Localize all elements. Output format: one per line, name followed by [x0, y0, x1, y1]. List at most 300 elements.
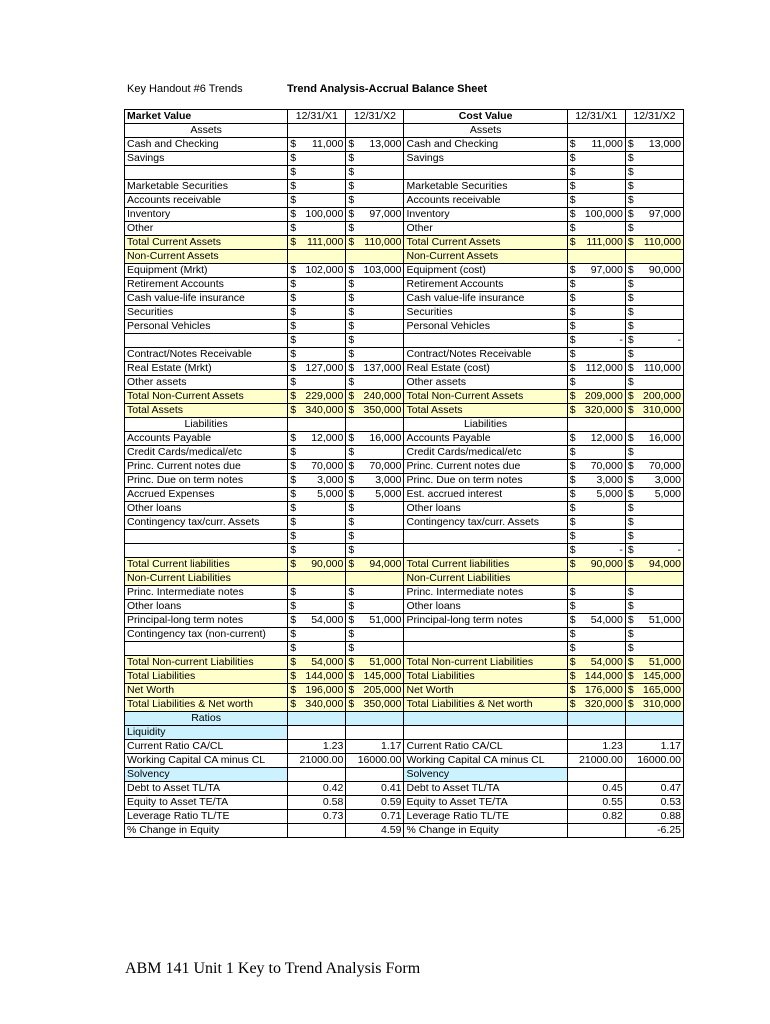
line-label: Contract/Notes Receivable: [404, 348, 567, 362]
amount-value: 320,000: [584, 404, 623, 416]
amount-value: 144,000: [584, 670, 623, 682]
amount-value: 111,000: [586, 236, 623, 248]
cost-x2-amount: [625, 138, 683, 152]
cost-date-1-header: 12/31/X1: [567, 110, 625, 124]
blank-cell: [404, 726, 567, 740]
dollar-sign: $: [348, 656, 355, 668]
market-x1-amount: [288, 474, 346, 488]
ratios-title: Ratios: [125, 712, 288, 726]
ratio-label: Debt to Asset TL/TA: [404, 782, 567, 796]
amount-value: 16,000: [369, 432, 402, 444]
line-label: [404, 530, 567, 544]
dollar-sign: $: [627, 236, 634, 248]
ratio-label: % Change in Equity: [404, 824, 567, 838]
table-row: [125, 656, 684, 670]
dollar-sign: $: [627, 334, 634, 346]
dollar-sign: $: [290, 236, 297, 248]
amount-value: 16,000: [648, 432, 681, 444]
dollar-sign: $: [627, 180, 634, 192]
blank-cell: [288, 726, 346, 740]
dollar-sign: $: [569, 446, 576, 458]
cost-x2-amount: [625, 558, 683, 572]
cost-x1-amount: [567, 278, 625, 292]
dollar-sign: $: [627, 446, 634, 458]
dollar-sign: $: [569, 376, 576, 388]
cost-x2-amount: [625, 516, 683, 530]
amount-value: 3,000: [317, 474, 344, 486]
dollar-sign: $: [348, 628, 355, 640]
ratio-value: 0.73: [288, 810, 346, 824]
section-label: Non-Current Liabilities: [404, 572, 567, 586]
cost-x1-amount: [567, 180, 625, 194]
dollar-sign: $: [348, 530, 355, 542]
line-label: Savings: [404, 152, 567, 166]
table-row: [125, 334, 684, 348]
market-x1-amount: [288, 152, 346, 166]
cost-x2-amount: [625, 376, 683, 390]
dollar-sign: $: [627, 586, 634, 598]
cost-x1-amount: [567, 208, 625, 222]
table-row: [125, 250, 684, 264]
table-row: [125, 810, 684, 824]
dollar-sign: $: [627, 222, 634, 234]
cost-x1-amount: [567, 628, 625, 642]
dollar-sign: $: [290, 684, 297, 696]
amount-value: 3,000: [596, 474, 623, 486]
dollar-sign: $: [290, 628, 297, 640]
total-label: Total Non-Current Assets: [125, 390, 288, 404]
amount-value: 12,000: [311, 432, 344, 444]
amount-value: 111,000: [306, 236, 344, 248]
table-row: [125, 222, 684, 236]
table-row: [125, 796, 684, 810]
table-row: [125, 446, 684, 460]
balance-sheet-table: [124, 109, 684, 838]
ratio-value: 0.47: [625, 782, 683, 796]
blank-cell: [567, 572, 625, 586]
cost-x1-amount: [567, 334, 625, 348]
dollar-sign: $: [290, 600, 297, 612]
dollar-sign: $: [348, 670, 355, 682]
market-x1-amount: [288, 432, 346, 446]
table-row: [125, 348, 684, 362]
table-row: [125, 180, 684, 194]
amount-value: 5,000: [596, 488, 623, 500]
cost-x2-amount: [625, 488, 683, 502]
amount-value: 196,000: [305, 684, 344, 696]
market-x2-amount: [346, 474, 404, 488]
line-label: [404, 166, 567, 180]
line-label: Accounts receivable: [125, 194, 288, 208]
ratio-value: [288, 768, 346, 782]
dollar-sign: $: [348, 292, 355, 304]
ratio-label: Working Capital CA minus CL: [125, 754, 288, 768]
cost-x1-amount: [567, 684, 625, 698]
table-row: [125, 166, 684, 180]
blank-cell: [625, 250, 683, 264]
dollar-sign: $: [569, 390, 576, 402]
amount-value: 3,000: [375, 474, 402, 486]
amount-value: 5,000: [375, 488, 402, 500]
amount-value: 51,000: [369, 614, 402, 626]
market-x1-amount: [288, 390, 346, 404]
amount-value: 320,000: [584, 698, 623, 710]
market-x2-amount: [346, 208, 404, 222]
line-label: Princ. Current notes due: [404, 460, 567, 474]
market-x2-amount: [346, 222, 404, 236]
table-row: [125, 320, 684, 334]
table-row: [125, 642, 684, 656]
dollar-sign: $: [627, 488, 634, 500]
ratio-value: 0.53: [625, 796, 683, 810]
market-x2-amount: [346, 152, 404, 166]
market-x1-amount: [288, 614, 346, 628]
line-label: Cash and Checking: [404, 138, 567, 152]
cost-x1-amount: [567, 516, 625, 530]
cost-date-2-header: 12/31/X2: [625, 110, 683, 124]
market-x2-amount: [346, 348, 404, 362]
amount-value: 350,000: [363, 404, 402, 416]
cost-x1-amount: [567, 166, 625, 180]
ratio-label: Current Ratio CA/CL: [404, 740, 567, 754]
dollar-sign: $: [569, 404, 576, 416]
dollar-sign: $: [348, 180, 355, 192]
dollar-sign: $: [348, 138, 355, 150]
table-row: [125, 362, 684, 376]
table-row: [125, 278, 684, 292]
line-label: [125, 530, 288, 544]
line-label: [125, 166, 288, 180]
amount-value: 54,000: [590, 656, 623, 668]
total-label: Total Liabilities & Net worth: [404, 698, 567, 712]
line-label: Other: [404, 222, 567, 236]
market-x2-amount: [346, 488, 404, 502]
ratio-label: Equity to Asset TE/TA: [404, 796, 567, 810]
amount-value: 144,000: [305, 670, 344, 682]
dollar-sign: $: [348, 642, 355, 654]
ratio-value: 1.23: [567, 740, 625, 754]
cost-x2-amount: [625, 292, 683, 306]
line-label: Real Estate (Mrkt): [125, 362, 288, 376]
amount-value: 70,000: [369, 460, 402, 472]
line-label: Personal Vehicles: [125, 320, 288, 334]
cost-x2-amount: [625, 180, 683, 194]
dollar-sign: $: [569, 488, 576, 500]
amount-value: 54,000: [311, 656, 344, 668]
cost-x1-amount: [567, 432, 625, 446]
ratio-value: 0.41: [346, 782, 404, 796]
amount-value: 11,000: [591, 138, 623, 150]
line-label: Cash value-life insurance: [404, 292, 567, 306]
dollar-sign: $: [348, 446, 355, 458]
ratio-value: 0.71: [346, 810, 404, 824]
market-x1-amount: [288, 166, 346, 180]
market-x2-amount: [346, 544, 404, 558]
dollar-sign: $: [569, 474, 576, 486]
line-label: [404, 544, 567, 558]
dollar-sign: $: [627, 376, 634, 388]
dollar-sign: $: [348, 488, 355, 500]
amount-value: 90,000: [648, 264, 681, 276]
line-label: Marketable Securities: [125, 180, 288, 194]
dollar-sign: $: [569, 362, 576, 374]
table-row: [125, 208, 684, 222]
cost-x2-amount: [625, 544, 683, 558]
dollar-sign: $: [348, 320, 355, 332]
blank-cell: [346, 572, 404, 586]
line-label: Contingency tax/curr. Assets: [125, 516, 288, 530]
dollar-sign: $: [569, 264, 576, 276]
dollar-sign: $: [290, 306, 297, 318]
dollar-sign: $: [348, 278, 355, 290]
line-label: Principal-long term notes: [404, 614, 567, 628]
blank-cell: [567, 726, 625, 740]
blank-cell: [346, 418, 404, 432]
cost-x1-amount: [567, 194, 625, 208]
dollar-sign: $: [569, 600, 576, 612]
table-row: [125, 768, 684, 782]
dollar-sign: $: [290, 614, 297, 626]
ratio-value: 16000.00: [346, 754, 404, 768]
amount-value: 51,000: [648, 656, 681, 668]
ratio-label: Leverage Ratio TL/TE: [125, 810, 288, 824]
market-x1-amount: [288, 404, 346, 418]
cost-x2-amount: [625, 474, 683, 488]
ratio-label: Solvency: [404, 768, 567, 782]
amount-value: 340,000: [305, 698, 344, 710]
line-label: Cash and Checking: [125, 138, 288, 152]
table-row: [125, 712, 684, 726]
dollar-sign: $: [290, 558, 297, 570]
line-label: [404, 628, 567, 642]
total-label: Total Current Assets: [125, 236, 288, 250]
ratio-value: 0.59: [346, 796, 404, 810]
market-x1-amount: [288, 236, 346, 250]
table-row: [125, 544, 684, 558]
amount-value: 12,000: [590, 432, 623, 444]
amount-value: 340,000: [305, 404, 344, 416]
market-x2-amount: [346, 642, 404, 656]
dollar-sign: $: [290, 278, 297, 290]
amount-value: 11,000: [312, 138, 344, 150]
dollar-sign: $: [627, 432, 634, 444]
table-row: [125, 390, 684, 404]
dollar-sign: $: [627, 138, 634, 150]
amount-value: 90,000: [590, 558, 623, 570]
section-label: Non-Current Assets: [125, 250, 288, 264]
dollar-sign: $: [569, 194, 576, 206]
market-x1-amount: [288, 348, 346, 362]
market-x1-amount: [288, 600, 346, 614]
cost-x2-amount: [625, 642, 683, 656]
amount-value: 137,000: [363, 362, 402, 374]
amount-value: -: [619, 334, 623, 346]
amount-value: 5,000: [317, 488, 344, 500]
dollar-sign: $: [290, 670, 297, 682]
dollar-sign: $: [348, 362, 355, 374]
line-label: Securities: [125, 306, 288, 320]
table-row: [125, 152, 684, 166]
line-label: Accounts receivable: [404, 194, 567, 208]
dollar-sign: $: [569, 460, 576, 472]
ratio-value: 0.82: [567, 810, 625, 824]
table-row: [125, 698, 684, 712]
dollar-sign: $: [569, 656, 576, 668]
dollar-sign: $: [627, 656, 634, 668]
market-value-header: Market Value: [125, 110, 288, 124]
amount-value: 54,000: [590, 614, 623, 626]
dollar-sign: $: [348, 236, 355, 248]
amount-value: 70,000: [590, 460, 623, 472]
market-x2-amount: [346, 278, 404, 292]
market-x2-amount: [346, 446, 404, 460]
market-x2-amount: [346, 558, 404, 572]
market-date-1-header: 12/31/X1: [288, 110, 346, 124]
line-label: Marketable Securities: [404, 180, 567, 194]
dollar-sign: $: [348, 264, 355, 276]
blank-cell: [567, 712, 625, 726]
total-label: Total Non-current Liabilities: [404, 656, 567, 670]
line-label: Other: [125, 222, 288, 236]
cost-x1-amount: [567, 362, 625, 376]
ratio-value: 21000.00: [567, 754, 625, 768]
cost-x1-amount: [567, 600, 625, 614]
dollar-sign: $: [627, 264, 634, 276]
market-x1-amount: [288, 488, 346, 502]
dollar-sign: $: [569, 614, 576, 626]
table-row: [125, 754, 684, 768]
dollar-sign: $: [569, 698, 576, 710]
line-label: Contingency tax/curr. Assets: [404, 516, 567, 530]
ratio-value: 16000.00: [625, 754, 683, 768]
cost-x1-amount: [567, 460, 625, 474]
market-x2-amount: [346, 334, 404, 348]
line-label: Princ. Intermediate notes: [404, 586, 567, 600]
market-x2-amount: [346, 614, 404, 628]
cost-x1-amount: [567, 544, 625, 558]
line-label: Contingency tax (non-current): [125, 628, 288, 642]
market-x2-amount: [346, 698, 404, 712]
dollar-sign: $: [348, 558, 355, 570]
dollar-sign: $: [290, 138, 297, 150]
cost-x2-amount: [625, 348, 683, 362]
market-x1-amount: [288, 642, 346, 656]
market-x1-amount: [288, 306, 346, 320]
market-x2-amount: [346, 460, 404, 474]
dollar-sign: $: [348, 222, 355, 234]
blank-cell: [346, 726, 404, 740]
dollar-sign: $: [290, 544, 297, 556]
dollar-sign: $: [348, 460, 355, 472]
amount-value: 112,000: [585, 362, 623, 374]
ratio-value: 0.88: [625, 810, 683, 824]
market-x2-amount: [346, 432, 404, 446]
cost-x2-amount: [625, 684, 683, 698]
dollar-sign: $: [569, 278, 576, 290]
table-row: [125, 432, 684, 446]
amount-value: 165,000: [643, 684, 681, 696]
ratio-label: Current Ratio CA/CL: [125, 740, 288, 754]
dollar-sign: $: [627, 474, 634, 486]
dollar-sign: $: [290, 516, 297, 528]
dollar-sign: $: [290, 152, 297, 164]
line-label: Principal-long term notes: [125, 614, 288, 628]
ratio-value: [288, 824, 346, 838]
market-x2-amount: [346, 600, 404, 614]
dollar-sign: $: [290, 432, 297, 444]
market-x1-amount: [288, 670, 346, 684]
line-label: Princ. Intermediate notes: [125, 586, 288, 600]
cost-x2-amount: [625, 194, 683, 208]
dollar-sign: $: [290, 376, 297, 388]
blank-cell: [288, 418, 346, 432]
cost-x2-amount: [625, 208, 683, 222]
dollar-sign: $: [627, 320, 634, 332]
dollar-sign: $: [627, 530, 634, 542]
line-label: Other loans: [125, 502, 288, 516]
market-x2-amount: [346, 180, 404, 194]
cost-x2-amount: [625, 152, 683, 166]
table-row: [125, 740, 684, 754]
total-label: Total Current liabilities: [125, 558, 288, 572]
cost-x1-amount: [567, 474, 625, 488]
blank-cell: [346, 250, 404, 264]
dollar-sign: $: [290, 208, 297, 220]
amount-value: 97,000: [648, 208, 681, 220]
dollar-sign: $: [569, 292, 576, 304]
cost-x1-amount: [567, 376, 625, 390]
cost-x1-amount: [567, 698, 625, 712]
dollar-sign: $: [290, 642, 297, 654]
dollar-sign: $: [627, 614, 634, 626]
cost-x2-amount: [625, 628, 683, 642]
table-row: [125, 628, 684, 642]
market-x1-amount: [288, 628, 346, 642]
dollar-sign: $: [348, 376, 355, 388]
line-label: Accounts Payable: [404, 432, 567, 446]
cost-x2-amount: [625, 222, 683, 236]
ratio-group-label: Liquidity: [125, 726, 288, 740]
section-label: Non-Current Liabilities: [125, 572, 288, 586]
dollar-sign: $: [627, 348, 634, 360]
amount-value: 102,000: [305, 264, 344, 276]
cost-x2-amount: [625, 614, 683, 628]
dollar-sign: $: [627, 362, 634, 374]
line-label: Other loans: [125, 600, 288, 614]
market-x2-amount: [346, 656, 404, 670]
cost-x1-amount: [567, 530, 625, 544]
cost-x1-amount: [567, 348, 625, 362]
cost-x2-amount: [625, 362, 683, 376]
table-row: [125, 194, 684, 208]
cost-x2-amount: [625, 600, 683, 614]
ratio-value: 0.58: [288, 796, 346, 810]
cost-x1-amount: [567, 222, 625, 236]
table-row: [125, 586, 684, 600]
dollar-sign: $: [348, 698, 355, 710]
blank-cell: [567, 418, 625, 432]
dollar-sign: $: [627, 460, 634, 472]
amount-value: 103,000: [363, 264, 402, 276]
blank-cell: [567, 250, 625, 264]
dollar-sign: $: [290, 222, 297, 234]
cost-x2-amount: [625, 698, 683, 712]
amount-value: 97,000: [590, 264, 623, 276]
market-x1-amount: [288, 264, 346, 278]
amount-value: 310,000: [643, 698, 681, 710]
total-label: Total Current Assets: [404, 236, 567, 250]
dollar-sign: $: [569, 166, 576, 178]
